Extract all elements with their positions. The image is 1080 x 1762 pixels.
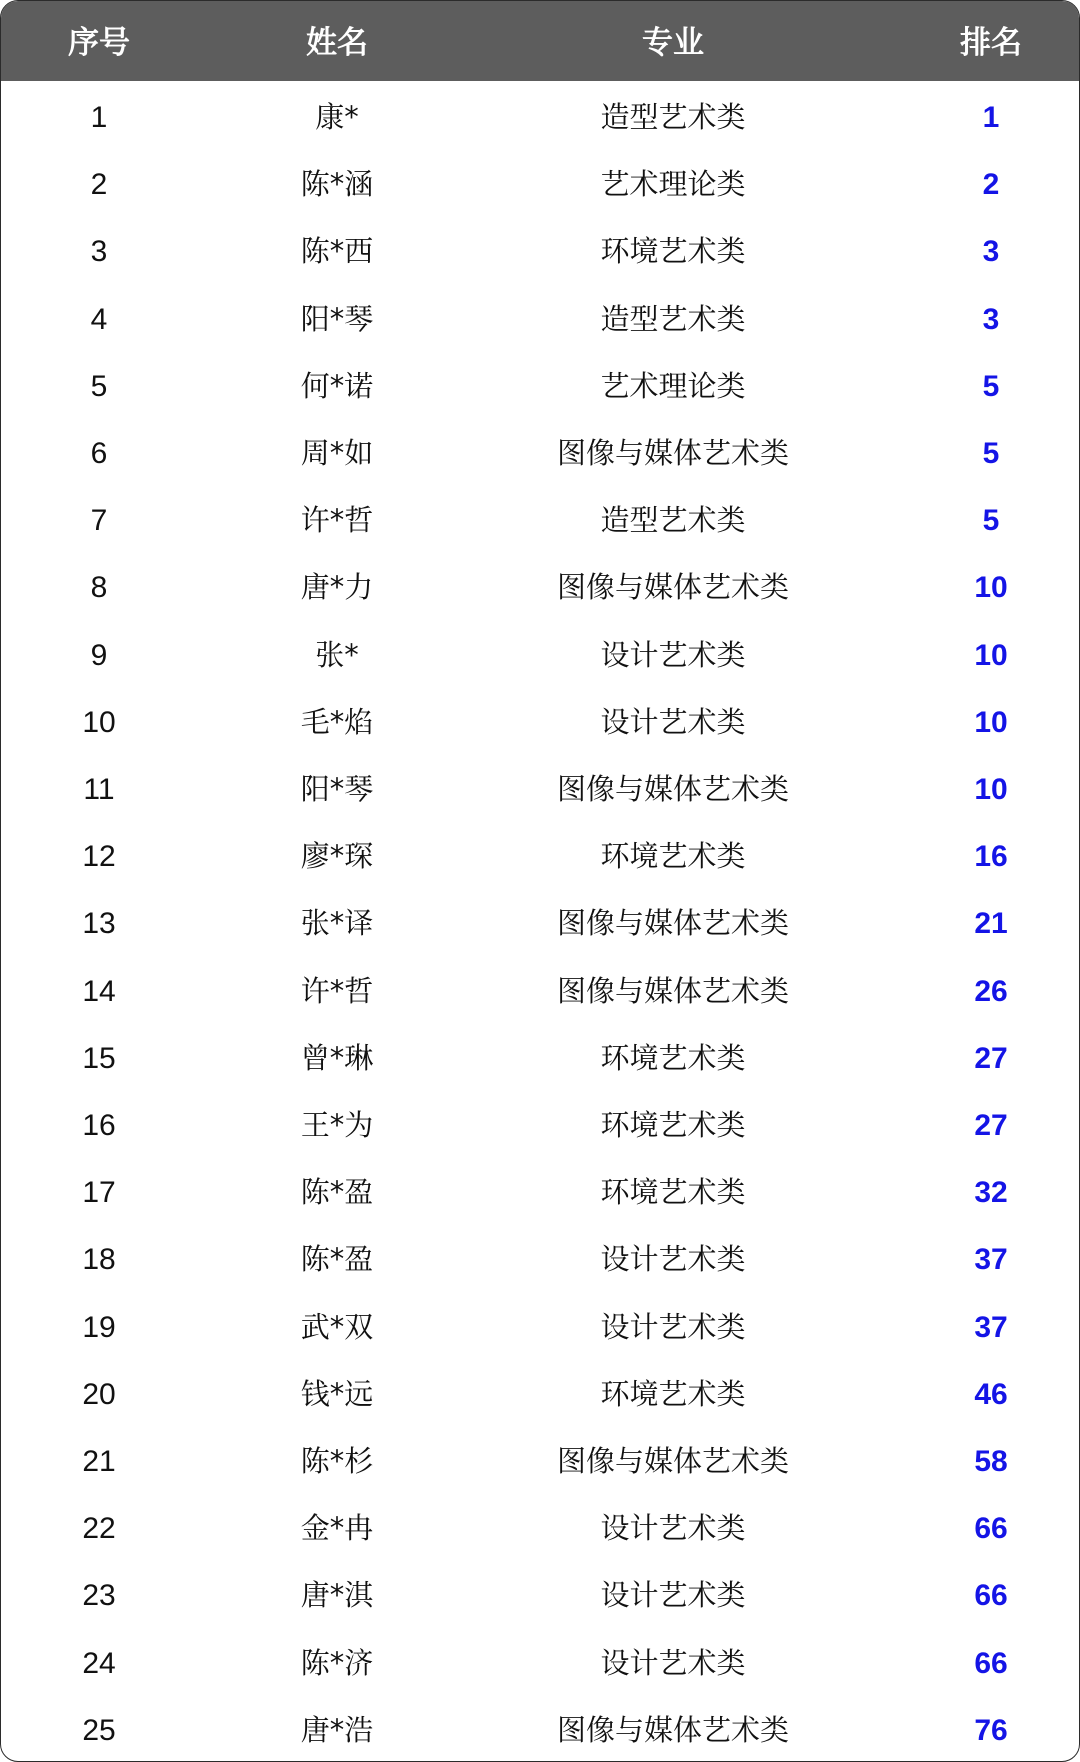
row-name: 张* <box>315 637 359 672</box>
row-major: 设计艺术类 <box>600 1578 746 1613</box>
row-rank: 58 <box>974 1445 1008 1478</box>
row-major: 图像与媒体艺术类 <box>556 772 789 806</box>
row-rank: 66 <box>974 1512 1008 1546</box>
table-row <box>1 151 1079 218</box>
header-rank: 排名 <box>960 25 1022 61</box>
row-name: 陈*济 <box>300 1645 374 1680</box>
row-rank: 32 <box>974 1176 1008 1210</box>
row-name: 陈*盈 <box>300 1242 374 1277</box>
table-row <box>1 1092 1079 1159</box>
row-rank: 66 <box>974 1579 1008 1613</box>
row-index: 9 <box>90 638 108 672</box>
row-major: 造型艺术类 <box>600 100 746 134</box>
row-rank: 2 <box>982 168 1000 202</box>
row-name: 钱*远 <box>300 1376 374 1411</box>
row-major: 艺术理论类 <box>600 368 746 403</box>
table-row <box>1 622 1079 689</box>
table-row <box>1 689 1079 756</box>
row-major: 环境艺术类 <box>600 1108 746 1142</box>
row-index: 25 <box>82 1713 116 1747</box>
row-name: 陈*西 <box>300 234 374 269</box>
row-major: 设计艺术类 <box>600 1645 746 1680</box>
table-row <box>1 1025 1079 1092</box>
table-row <box>1 84 1079 151</box>
row-name: 阳*琴 <box>300 301 374 336</box>
table-row <box>1 890 1079 957</box>
row-rank: 37 <box>974 1243 1008 1277</box>
row-name: 康* <box>315 100 359 134</box>
row-major: 图像与媒体艺术类 <box>556 973 789 1008</box>
row-rank: 5 <box>982 437 1000 470</box>
table-row <box>1 756 1079 823</box>
row-index: 1 <box>90 101 108 134</box>
table-header <box>1 1 1079 81</box>
row-index: 5 <box>90 369 108 403</box>
table-row <box>1 1294 1079 1361</box>
row-name: 陈*杉 <box>300 1444 374 1478</box>
table-row <box>1 1697 1079 1762</box>
row-rank: 27 <box>974 1041 1008 1075</box>
row-index: 23 <box>82 1579 116 1613</box>
row-name: 张*译 <box>300 906 374 941</box>
row-major: 图像与媒体艺术类 <box>556 1444 789 1478</box>
row-name: 许*哲 <box>300 503 374 538</box>
row-name: 阳*琴 <box>300 772 374 806</box>
row-rank: 21 <box>974 907 1008 941</box>
table-row <box>1 1428 1079 1495</box>
table-row <box>1 487 1079 554</box>
row-name: 曾*琳 <box>300 1040 374 1075</box>
row-name: 何*诺 <box>300 368 374 403</box>
table-row <box>1 958 1079 1025</box>
row-major: 环境艺术类 <box>600 1175 746 1210</box>
row-index: 7 <box>90 504 108 538</box>
row-major: 设计艺术类 <box>600 1511 746 1546</box>
header-name: 姓名 <box>306 25 368 61</box>
row-index: 3 <box>90 235 108 269</box>
row-rank: 10 <box>974 571 1008 605</box>
row-index: 11 <box>83 773 115 806</box>
row-name: 毛*焰 <box>300 704 374 739</box>
table-row <box>1 1159 1079 1226</box>
table-row <box>1 1361 1079 1428</box>
row-index: 2 <box>90 168 108 202</box>
row-index: 18 <box>82 1243 116 1277</box>
row-index: 16 <box>82 1109 116 1142</box>
row-major: 造型艺术类 <box>600 503 746 538</box>
row-rank: 10 <box>974 773 1008 806</box>
row-name: 周*如 <box>300 436 374 470</box>
row-index: 19 <box>82 1310 116 1344</box>
row-index: 12 <box>82 840 116 874</box>
row-major: 图像与媒体艺术类 <box>556 906 789 941</box>
row-index: 14 <box>82 974 116 1008</box>
row-name: 许*哲 <box>300 973 374 1008</box>
row-index: 17 <box>82 1176 116 1210</box>
row-major: 环境艺术类 <box>600 839 746 874</box>
table-row <box>1 823 1079 890</box>
row-rank: 16 <box>974 840 1008 874</box>
row-major: 设计艺术类 <box>600 704 746 739</box>
row-index: 21 <box>82 1445 116 1478</box>
row-name: 陈*盈 <box>300 1175 374 1210</box>
row-index: 4 <box>90 302 108 336</box>
row-rank: 46 <box>974 1377 1008 1411</box>
row-index: 20 <box>82 1377 116 1411</box>
row-major: 环境艺术类 <box>600 1040 746 1075</box>
row-major: 图像与媒体艺术类 <box>556 570 789 605</box>
row-rank: 3 <box>982 302 1000 336</box>
row-major: 设计艺术类 <box>600 1309 746 1344</box>
row-rank: 3 <box>982 235 1000 269</box>
row-rank: 66 <box>974 1646 1008 1680</box>
row-index: 13 <box>82 907 116 941</box>
row-name: 金*冉 <box>300 1511 374 1546</box>
row-name: 廖*琛 <box>300 839 374 874</box>
row-major: 图像与媒体艺术类 <box>556 436 789 470</box>
row-name: 陈*涵 <box>300 167 374 202</box>
row-rank: 37 <box>974 1310 1008 1344</box>
table-row <box>1 1630 1079 1697</box>
row-rank: 10 <box>974 705 1008 739</box>
row-index: 10 <box>82 705 116 739</box>
table-row <box>1 286 1079 353</box>
table-row <box>1 1226 1079 1293</box>
row-rank: 1 <box>982 101 1000 134</box>
row-index: 15 <box>82 1041 116 1075</box>
table-row <box>1 554 1079 621</box>
row-name: 唐*力 <box>300 570 374 605</box>
row-rank: 5 <box>982 369 1000 403</box>
row-rank: 5 <box>982 504 1000 538</box>
row-rank: 76 <box>974 1713 1008 1747</box>
table-row <box>1 1562 1079 1629</box>
row-major: 设计艺术类 <box>600 637 746 672</box>
row-major: 图像与媒体艺术类 <box>556 1712 789 1747</box>
row-major: 艺术理论类 <box>600 167 746 202</box>
table-row <box>1 1495 1079 1562</box>
row-major: 造型艺术类 <box>600 301 746 336</box>
row-rank: 10 <box>974 638 1008 672</box>
row-index: 22 <box>82 1512 116 1546</box>
row-rank: 27 <box>974 1109 1008 1142</box>
row-name: 唐*淇 <box>300 1578 374 1613</box>
row-index: 8 <box>90 571 108 605</box>
row-index: 6 <box>90 437 108 470</box>
header-major: 专业 <box>642 25 704 61</box>
row-major: 设计艺术类 <box>600 1242 746 1277</box>
row-name: 武*双 <box>300 1309 374 1344</box>
table-row <box>1 218 1079 285</box>
row-rank: 26 <box>974 974 1008 1008</box>
row-major: 环境艺术类 <box>600 234 746 269</box>
table-row <box>1 420 1079 487</box>
row-name: 唐*浩 <box>300 1712 374 1747</box>
row-index: 24 <box>82 1646 116 1680</box>
table-row <box>1 353 1079 420</box>
row-major: 环境艺术类 <box>600 1376 746 1411</box>
row-name: 王*为 <box>300 1108 374 1142</box>
header-index: 序号 <box>68 25 130 61</box>
